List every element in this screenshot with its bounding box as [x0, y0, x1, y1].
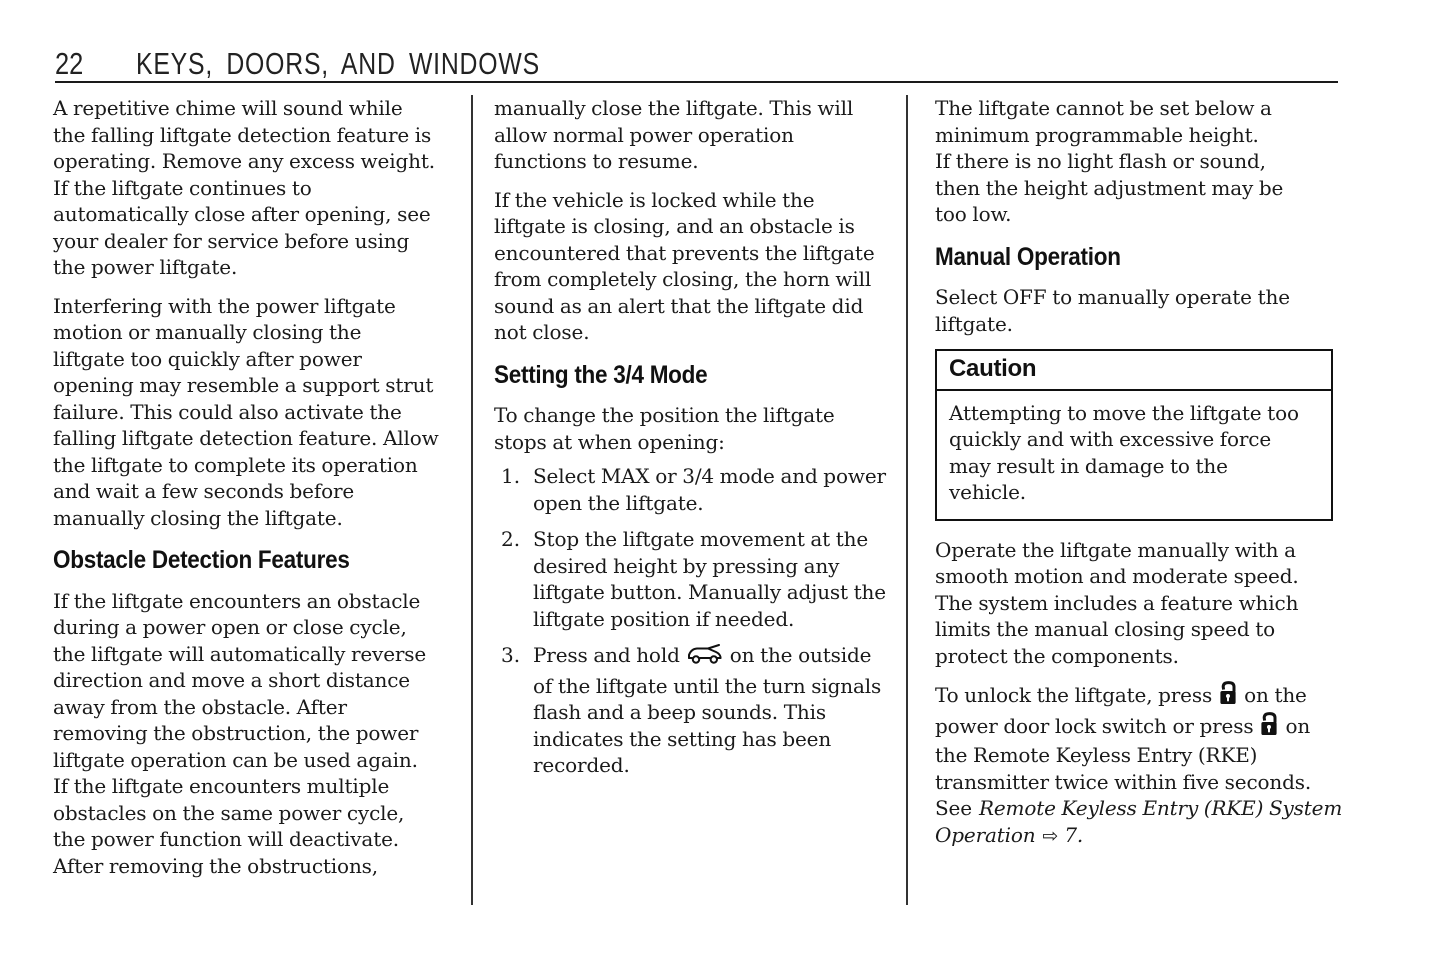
text-line: quickly and with excessive force: [949, 427, 1272, 451]
cross-reference-page: 7.: [1064, 822, 1084, 847]
text-line: flash and a beep sounds. This: [533, 700, 826, 724]
text-line: then the height adjustment may be: [935, 175, 1284, 200]
text-line: smooth motion and moderate speed.: [935, 564, 1299, 588]
column-divider-left: [471, 95, 473, 905]
text-line: from completely closing, the horn will: [494, 267, 872, 291]
text-line: removing the obstruction, the power: [53, 721, 419, 745]
text-line: opening may resemble a support strut: [53, 373, 434, 397]
page-number: 22: [55, 46, 84, 81]
text-line: Select MAX or 3/4 mode and power: [533, 464, 886, 488]
text-line: liftgate too quickly after power: [53, 346, 362, 371]
text-line: not close.: [494, 320, 590, 344]
text-line: the power liftgate.: [53, 255, 238, 279]
text-line: may result in damage to the: [949, 453, 1228, 478]
text-line: After removing the obstructions,: [53, 853, 378, 878]
text-line: liftgate.: [935, 311, 1013, 336]
text-line: the liftgate will automatically reverse: [53, 641, 427, 666]
text-line: transmitter twice within five seconds.: [935, 769, 1312, 794]
text-line: of the liftgate until the turn signals: [533, 673, 882, 698]
list-item-2: [494, 526, 900, 632]
text-line: automatically close after opening, see: [53, 202, 431, 226]
text-line: If the liftgate encounters an obstacle: [53, 588, 421, 613]
text-line: Interfering with the power liftgate: [53, 293, 396, 318]
paragraph-unlock: [935, 681, 1343, 849]
text-line: liftgate operation can be used again.: [53, 747, 418, 772]
paragraph: [53, 293, 463, 532]
paragraph: [53, 95, 463, 281]
text-line: vehicle.: [949, 480, 1027, 504]
text-line: the falling liftgate detection feature is: [53, 122, 432, 147]
text-line: minimum programmable height.: [935, 122, 1259, 147]
text-line: indicates the setting has been: [533, 726, 832, 751]
paragraph: [53, 588, 463, 880]
column-divider-right: [906, 95, 908, 905]
text-line-with-icon: To unlock the liftgate, press on the: [935, 681, 1333, 712]
list-item-text: [533, 526, 900, 632]
text-line: open the liftgate.: [533, 490, 704, 515]
paragraph: [935, 284, 1333, 337]
text-line-with-icon: Press and hold on the outside: [533, 642, 900, 673]
text-line: operating. Remove any excess weight.: [53, 149, 435, 173]
unlock-icon: [1259, 712, 1279, 743]
list-number: 1.: [501, 464, 521, 488]
section-heading-manual-operation: Manual Operation: [935, 242, 1121, 271]
text-line: allow normal power operation: [494, 122, 794, 147]
cross-reference-title: Remote Keyless Entry (RKE) System: [978, 796, 1343, 820]
text-line: [935, 822, 1333, 850]
text-line-with-icon: power door lock switch or press on: [935, 712, 1333, 743]
paragraph: [935, 95, 1333, 228]
text-line: If the vehicle is locked while the: [494, 187, 815, 212]
text-line: liftgate is closing, and an obstacle is: [494, 214, 855, 238]
list-item-text-rest: [533, 673, 900, 779]
text-line: Stop the liftgate movement at the: [533, 527, 869, 551]
text-line: A repetitive chime will sound while: [53, 96, 403, 120]
text-line: during a power open or close cycle,: [53, 615, 407, 639]
caution-box: [935, 349, 1333, 521]
text-line: manually closing the liftgate.: [53, 505, 343, 530]
paragraph: [494, 95, 900, 175]
text-line: protect the components.: [935, 643, 1179, 668]
text-line: encountered that prevents the liftgate: [494, 240, 875, 265]
list-item-1: [494, 463, 900, 516]
text-line: If the liftgate encounters multiple: [53, 774, 390, 798]
caution-title: Caution: [937, 351, 1331, 391]
text-line: The liftgate cannot be set below a: [935, 96, 1272, 120]
unlock-icon: [1218, 681, 1238, 712]
page-title: KEYS, DOORS, AND WINDOWS: [136, 46, 541, 81]
text-line: manually close the liftgate. This will: [494, 96, 854, 120]
text-line: desired height by pressing any: [533, 553, 840, 578]
page-header: [55, 46, 641, 82]
text-line: The system includes a feature which: [935, 590, 1299, 615]
text-line: direction and move a short distance: [53, 668, 410, 692]
text-line: See Remote Keyless Entry (RKE) System: [935, 796, 1343, 820]
header-rule: [55, 81, 1338, 83]
list-item-text: [533, 642, 900, 779]
list-number: 3.: [501, 643, 521, 667]
text-line: If there is no light flash or sound,: [935, 149, 1266, 173]
paragraph: [494, 187, 900, 346]
text-line: falling liftgate detection feature. Allow: [53, 426, 439, 450]
text-line: and wait a few seconds before: [53, 479, 355, 503]
text-line: limits the manual closing speed to: [935, 617, 1275, 641]
paragraph: [494, 402, 900, 455]
text-line: Select OFF to manually operate the: [935, 285, 1290, 309]
text-line: too low.: [935, 202, 1012, 226]
list-item-3: [494, 642, 900, 779]
text-line: the power function will deactivate.: [53, 827, 399, 851]
list-number: 2.: [501, 527, 521, 551]
text-line: Attempting to move the liftgate too: [949, 400, 1299, 425]
text-line: the Remote Keyless Entry (RKE): [935, 743, 1258, 767]
text-line: the liftgate to complete its operation: [53, 452, 418, 477]
text-line: Operate the liftgate manually with a: [935, 537, 1296, 562]
text-line: failure. This could also activate the: [53, 399, 402, 424]
column-1: [53, 95, 463, 891]
cross-reference-arrow-icon: ⇨: [1042, 824, 1059, 847]
list-item-text: [533, 463, 900, 516]
section-heading-obstacle-detection: Obstacle Detection Features: [53, 546, 350, 574]
text-line: stops at when opening:: [494, 429, 725, 454]
text-line: If the liftgate continues to: [53, 175, 312, 200]
section-heading-setting-34-mode: Setting the 3/4 Mode: [494, 360, 708, 389]
paragraph: [935, 537, 1333, 670]
text-line: sound as an alert that the liftgate did: [494, 293, 864, 318]
text-line: away from the obstacle. After: [53, 694, 347, 719]
text-line: recorded.: [533, 753, 630, 777]
text-line: functions to resume.: [494, 149, 699, 173]
column-3: [935, 95, 1343, 861]
text-line: motion or manually closing the: [53, 320, 362, 344]
text-line: liftgate button. Manually adjust the: [533, 580, 886, 604]
liftgate-open-icon: [686, 642, 724, 673]
cross-reference-title: Operation: [935, 822, 1036, 847]
text-line: To change the position the liftgate: [494, 403, 835, 427]
text-line: liftgate position if needed.: [533, 606, 795, 631]
text-line: obstacles on the same power cycle,: [53, 800, 405, 825]
caution-body: [937, 391, 1331, 519]
text-line: your dealer for service before using: [53, 228, 410, 253]
column-2: [494, 95, 900, 789]
